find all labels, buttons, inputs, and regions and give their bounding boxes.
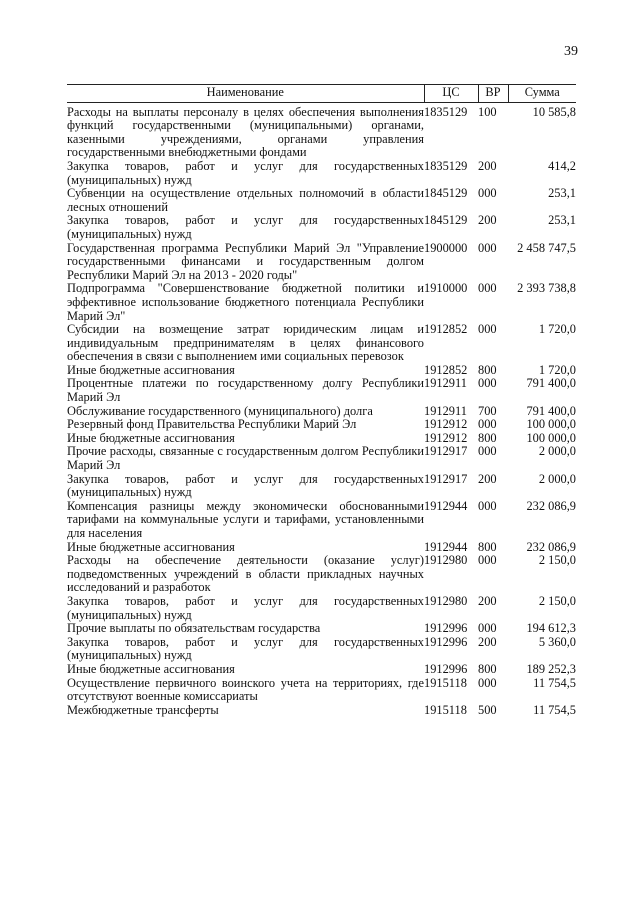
row-sum: 2 000,0	[538, 471, 576, 486]
row-code: 1835129	[424, 104, 468, 119]
table-row	[67, 323, 576, 364]
row-name: Иные бюджетные ассигнования	[67, 430, 235, 445]
row-name: Подпрограмма "Совершенствование бюджетной политики и эффективное использование бюджетного потенциала Республики Марий Эл"	[67, 281, 424, 323]
table-row	[67, 377, 576, 404]
row-vr: 000	[478, 675, 497, 690]
table-row	[67, 541, 576, 555]
row-code: 1912980	[424, 593, 468, 608]
row-code: 1912944	[424, 498, 468, 513]
table-row	[67, 554, 576, 595]
row-code: 1900000	[424, 240, 468, 255]
budget-table	[67, 84, 576, 717]
header-sum: Сумма	[508, 85, 576, 103]
row-sum: 253,1	[548, 186, 576, 201]
row-sum: 100 000,0	[526, 417, 576, 432]
page-number: 39	[564, 44, 578, 59]
row-name: Иные бюджетные ассигнования	[67, 362, 235, 377]
table-row	[67, 500, 576, 541]
row-sum: 10 585,8	[532, 104, 576, 119]
table-row	[67, 636, 576, 663]
row-code: 1912944	[424, 539, 468, 554]
table-row	[67, 445, 576, 472]
row-vr: 100	[478, 104, 497, 119]
row-vr: 000	[478, 621, 497, 636]
row-vr: 000	[478, 322, 497, 337]
row-code: 1912911	[424, 376, 467, 391]
row-vr: 200	[478, 593, 497, 608]
row-code: 1912917	[424, 444, 468, 459]
row-sum: 194 612,3	[526, 621, 576, 636]
row-sum: 189 252,3	[526, 661, 576, 676]
row-code: 1912996	[424, 661, 468, 676]
row-name: Расходы на обеспечение деятельности (оказание услуг) подведомственных учреждений в области прикладных научных исследований и разработок	[67, 553, 424, 595]
row-vr: 700	[478, 403, 497, 418]
table-row	[67, 405, 576, 419]
row-code: 1912911	[424, 403, 467, 418]
row-name: Закупка товаров, работ и услуг для государственных (муниципальных) нужд	[67, 634, 424, 663]
row-name: Закупка товаров, работ и услуг для государственных (муниципальных) нужд	[67, 158, 424, 187]
row-sum: 232 086,9	[526, 498, 576, 513]
row-vr: 800	[478, 362, 497, 377]
row-vr: 200	[478, 634, 497, 649]
row-code: 1912996	[424, 621, 468, 636]
header-name: Наименование	[67, 85, 424, 103]
table-row	[67, 282, 576, 323]
row-name: Расходы на выплаты персоналу в целях обеспечения выполнения функций государственными (муниципальными) органами, казенными учреждениями, органами управления государственными внебюджетными фондами	[67, 104, 424, 160]
row-vr: 000	[478, 376, 497, 391]
row-name: Закупка товаров, работ и услуг для государственных (муниципальных) нужд	[67, 471, 424, 500]
row-vr: 000	[478, 444, 497, 459]
row-name: Закупка товаров, работ и услуг для государственных (муниципальных) нужд	[67, 213, 424, 241]
table-row	[67, 364, 576, 378]
row-vr: 000	[478, 186, 497, 201]
row-code: 1912912	[424, 417, 468, 432]
row-name: Процентные платежи по государственному долгу Республики Марий Эл	[67, 376, 424, 405]
row-vr: 800	[478, 661, 497, 676]
row-vr: 000	[478, 281, 497, 296]
row-code: 1912852	[424, 322, 468, 337]
row-sum: 1 720,0	[538, 322, 576, 337]
table-header	[67, 85, 576, 103]
row-sum: 5 360,0	[538, 634, 576, 649]
table-body	[67, 102, 576, 717]
table-row	[67, 677, 576, 704]
row-code: 1915118	[424, 675, 467, 690]
table-row	[67, 595, 576, 622]
row-sum: 2 458 747,5	[517, 240, 576, 255]
row-name: Субсидии на возмещение затрат юридическим лицам и индивидуальным предпринимателям в целях финансового обеспечения в связи с выполнением ими социальных перевозок	[67, 322, 424, 364]
row-sum: 100 000,0	[526, 430, 576, 445]
header-code: ЦС	[424, 85, 478, 103]
row-sum: 791 400,0	[526, 376, 576, 391]
row-name: Прочие выплаты по обязательствам государства	[67, 621, 321, 636]
row-sum: 11 754,5	[533, 702, 576, 717]
row-sum: 2 150,0	[538, 593, 576, 608]
row-name: Обслуживание государственного (муниципального) долга	[67, 403, 373, 418]
table-row	[67, 432, 576, 446]
row-vr: 200	[478, 158, 497, 173]
table-row	[67, 187, 576, 214]
row-code: 1912852	[424, 362, 468, 377]
row-vr: 800	[478, 430, 497, 445]
row-name: Резервный фонд Правительства Республики Марий Эл	[67, 417, 357, 432]
row-vr: 200	[478, 471, 497, 486]
row-name: Иные бюджетные ассигнования	[67, 661, 235, 676]
table-row	[67, 473, 576, 500]
row-sum: 2 000,0	[538, 444, 576, 459]
row-name: Закупка товаров, работ и услуг для государственных (муниципальных) нужд	[67, 593, 424, 622]
row-vr: 000	[478, 553, 497, 568]
row-code: 1912996	[424, 634, 468, 649]
row-name: Иные бюджетные ассигнования	[67, 539, 235, 554]
row-code: 1845129	[424, 213, 468, 228]
row-vr: 000	[478, 417, 497, 432]
table-row	[67, 704, 576, 718]
row-name: Прочие расходы, связанные с государственным долгом Республики Марий Эл	[67, 444, 424, 473]
row-vr: 000	[478, 240, 497, 255]
header-vr: ВР	[478, 85, 508, 103]
row-code: 1912980	[424, 553, 468, 568]
row-code: 1915118	[424, 702, 467, 717]
table-row	[67, 663, 576, 677]
row-name: Субвенции на осуществление отдельных полномочий в области лесных отношений	[67, 186, 424, 214]
row-vr: 000	[478, 498, 497, 513]
row-sum: 2 150,0	[538, 553, 576, 568]
table-row	[67, 214, 576, 241]
row-name: Компенсация разницы между экономически обоснованными тарифами на коммунальные услуги и тарифами, установленными для населения	[67, 498, 424, 540]
row-sum: 232 086,9	[526, 539, 576, 554]
row-vr: 500	[478, 702, 497, 717]
row-name: Осуществление первичного воинского учета на территориях, где отсутствуют военные комиссариаты	[67, 675, 424, 704]
row-sum: 791 400,0	[526, 403, 576, 418]
row-code: 1912917	[424, 471, 468, 486]
row-name: Межбюджетные трансферты	[67, 702, 219, 717]
row-code: 1912912	[424, 430, 468, 445]
row-code: 1910000	[424, 281, 468, 296]
table-row	[67, 242, 576, 283]
row-sum: 414,2	[548, 158, 576, 173]
table-row	[67, 622, 576, 636]
table-row	[67, 418, 576, 432]
table-row	[67, 102, 576, 160]
row-name: Государственная программа Республики Марий Эл "Управление государственными финансами и государственным долгом Республики Марий Эл на 2013 - 2020 годы"	[67, 240, 424, 282]
header-row	[67, 85, 576, 103]
row-code: 1835129	[424, 158, 468, 173]
row-sum: 2 393 738,8	[517, 281, 576, 296]
row-sum: 253,1	[548, 213, 576, 228]
row-code: 1845129	[424, 186, 468, 201]
row-vr: 800	[478, 539, 497, 554]
row-sum: 11 754,5	[533, 675, 576, 690]
row-sum: 1 720,0	[538, 362, 576, 377]
table-row	[67, 160, 576, 187]
row-vr: 200	[478, 213, 497, 228]
